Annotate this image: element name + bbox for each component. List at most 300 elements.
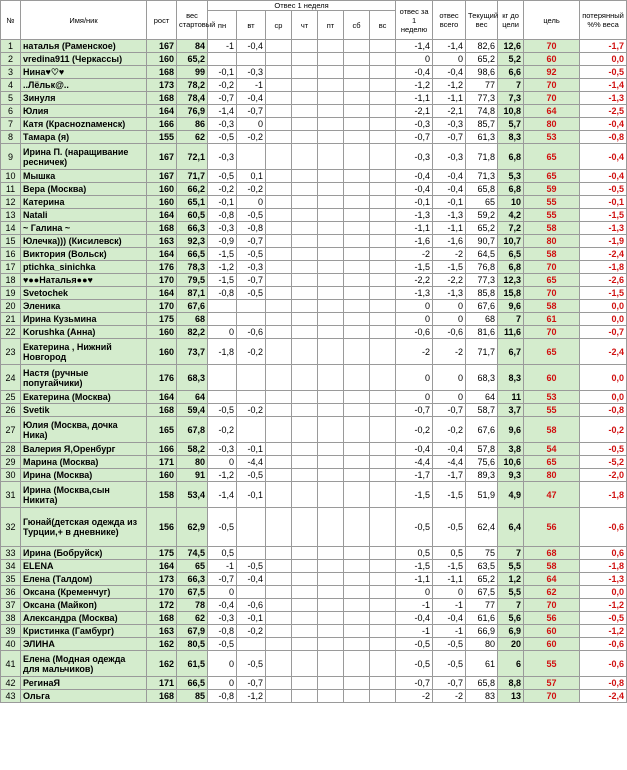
row-goal: 53 bbox=[524, 131, 580, 144]
row-day-tue bbox=[237, 508, 266, 547]
row-start-weight: 58,2 bbox=[177, 443, 208, 456]
row-day-fri bbox=[318, 170, 344, 183]
row-day-tue: -0,5 bbox=[237, 651, 266, 677]
row-total: -1 bbox=[433, 599, 466, 612]
row-day-sun bbox=[370, 339, 396, 365]
row-day-tue: -1,2 bbox=[237, 690, 266, 703]
row-current: 61 bbox=[466, 651, 498, 677]
row-week-total: -0,4 bbox=[396, 66, 433, 79]
row-lost-pct: -0,7 bbox=[580, 326, 627, 339]
row-total: -2 bbox=[433, 248, 466, 261]
row-day-sat bbox=[344, 651, 370, 677]
row-total: -0,7 bbox=[433, 677, 466, 690]
row-day-thu bbox=[292, 586, 318, 599]
row-day-sun bbox=[370, 209, 396, 222]
row-height: 175 bbox=[147, 547, 177, 560]
row-goal: 60 bbox=[524, 53, 580, 66]
row-week-total: -0,4 bbox=[396, 183, 433, 196]
row-day-sun bbox=[370, 92, 396, 105]
row-day-tue: -0,5 bbox=[237, 209, 266, 222]
row-week-total: -2 bbox=[396, 339, 433, 365]
row-day-thu bbox=[292, 677, 318, 690]
row-day-thu bbox=[292, 209, 318, 222]
row-lost-pct: -2,6 bbox=[580, 274, 627, 287]
row-day-fri bbox=[318, 443, 344, 456]
row-day-fri bbox=[318, 79, 344, 92]
row-week-total: 0,5 bbox=[396, 547, 433, 560]
row-total: -0,4 bbox=[433, 170, 466, 183]
row-to-goal: 10,8 bbox=[498, 105, 524, 118]
row-name: Вера (Москва) bbox=[21, 183, 147, 196]
row-total: -1,5 bbox=[433, 261, 466, 274]
row-number: 18 bbox=[1, 274, 21, 287]
row-day-wed bbox=[266, 222, 292, 235]
row-current: 68,3 bbox=[466, 365, 498, 391]
row-day-wed bbox=[266, 508, 292, 547]
row-day-tue: -0,4 bbox=[237, 40, 266, 53]
row-day-wed bbox=[266, 248, 292, 261]
row-number: 37 bbox=[1, 599, 21, 612]
row-number: 25 bbox=[1, 391, 21, 404]
row-current: 65,2 bbox=[466, 53, 498, 66]
row-day-tue: -0,7 bbox=[237, 677, 266, 690]
header-current: Текущий вес bbox=[466, 1, 498, 40]
row-name: Мышка bbox=[21, 170, 147, 183]
row-day-thu bbox=[292, 248, 318, 261]
row-current: 65 bbox=[466, 196, 498, 209]
row-to-goal: 10,6 bbox=[498, 456, 524, 469]
row-day-mon: -0,3 bbox=[208, 612, 237, 625]
row-total: -1,1 bbox=[433, 222, 466, 235]
row-day-mon bbox=[208, 300, 237, 313]
row-total: -0,5 bbox=[433, 508, 466, 547]
row-total: -1,6 bbox=[433, 235, 466, 248]
row-day-sat bbox=[344, 144, 370, 170]
row-week-total: 0 bbox=[396, 313, 433, 326]
row-current: 62,4 bbox=[466, 508, 498, 547]
row-day-fri bbox=[318, 625, 344, 638]
row-name: Катерина bbox=[21, 196, 147, 209]
row-height: 171 bbox=[147, 456, 177, 469]
row-day-tue: -0,1 bbox=[237, 443, 266, 456]
row-height: 160 bbox=[147, 196, 177, 209]
row-day-wed bbox=[266, 183, 292, 196]
row-start-weight: 84 bbox=[177, 40, 208, 53]
row-lost-pct: -2,4 bbox=[580, 339, 627, 365]
table-row bbox=[1, 651, 627, 677]
row-to-goal: 7 bbox=[498, 599, 524, 612]
row-day-sat bbox=[344, 482, 370, 508]
row-number: 2 bbox=[1, 53, 21, 66]
row-total: -0,4 bbox=[433, 66, 466, 79]
row-name: Кристинка (Гамбург) bbox=[21, 625, 147, 638]
row-goal: 59 bbox=[524, 183, 580, 196]
row-day-sun bbox=[370, 170, 396, 183]
row-number: 35 bbox=[1, 573, 21, 586]
row-height: 170 bbox=[147, 586, 177, 599]
row-start-weight: 66,3 bbox=[177, 573, 208, 586]
row-goal: 65 bbox=[524, 274, 580, 287]
row-lost-pct: -1,2 bbox=[580, 599, 627, 612]
row-day-fri bbox=[318, 586, 344, 599]
row-to-goal: 13 bbox=[498, 690, 524, 703]
row-lost-pct: -2,0 bbox=[580, 469, 627, 482]
row-to-goal: 9,6 bbox=[498, 300, 524, 313]
row-height: 171 bbox=[147, 677, 177, 690]
row-total: -0,1 bbox=[433, 196, 466, 209]
row-week-total: -1,5 bbox=[396, 261, 433, 274]
row-height: 155 bbox=[147, 131, 177, 144]
row-day-sat bbox=[344, 599, 370, 612]
row-day-fri bbox=[318, 417, 344, 443]
row-day-fri bbox=[318, 209, 344, 222]
row-day-sat bbox=[344, 339, 370, 365]
row-to-goal: 8,8 bbox=[498, 677, 524, 690]
row-day-fri bbox=[318, 508, 344, 547]
row-number: 27 bbox=[1, 417, 21, 443]
row-to-goal: 5,5 bbox=[498, 560, 524, 573]
row-start-weight: 59,4 bbox=[177, 404, 208, 417]
row-day-fri bbox=[318, 482, 344, 508]
row-day-sat bbox=[344, 261, 370, 274]
row-start-weight: 67,9 bbox=[177, 625, 208, 638]
row-day-thu bbox=[292, 508, 318, 547]
row-total: -0,3 bbox=[433, 144, 466, 170]
row-week-total: -0,3 bbox=[396, 118, 433, 131]
row-day-fri bbox=[318, 53, 344, 66]
row-to-goal: 3,7 bbox=[498, 404, 524, 417]
row-lost-pct: -0,6 bbox=[580, 651, 627, 677]
row-lost-pct: -1,3 bbox=[580, 222, 627, 235]
row-name: ~ Галина ~ bbox=[21, 222, 147, 235]
row-lost-pct: 0,0 bbox=[580, 300, 627, 313]
row-day-thu bbox=[292, 417, 318, 443]
row-current: 77,3 bbox=[466, 92, 498, 105]
row-height: 172 bbox=[147, 599, 177, 612]
row-number: 12 bbox=[1, 196, 21, 209]
row-start-weight: 99 bbox=[177, 66, 208, 79]
row-start-weight: 91 bbox=[177, 469, 208, 482]
table-row bbox=[1, 235, 627, 248]
row-height: 166 bbox=[147, 118, 177, 131]
row-day-fri bbox=[318, 469, 344, 482]
table-row bbox=[1, 79, 627, 92]
row-day-fri bbox=[318, 144, 344, 170]
row-current: 90,7 bbox=[466, 235, 498, 248]
table-row bbox=[1, 209, 627, 222]
row-day-mon: -0,1 bbox=[208, 196, 237, 209]
row-day-sat bbox=[344, 404, 370, 417]
row-lost-pct: -0,4 bbox=[580, 144, 627, 170]
row-name: Ирина (Москва) bbox=[21, 469, 147, 482]
row-day-mon: -0,5 bbox=[208, 404, 237, 417]
table-row bbox=[1, 105, 627, 118]
table-row bbox=[1, 573, 627, 586]
row-day-thu bbox=[292, 690, 318, 703]
row-day-mon: -1,5 bbox=[208, 274, 237, 287]
row-day-mon bbox=[208, 313, 237, 326]
table-row bbox=[1, 560, 627, 573]
row-total: -0,5 bbox=[433, 651, 466, 677]
row-day-wed bbox=[266, 599, 292, 612]
row-lost-pct: -5,2 bbox=[580, 456, 627, 469]
row-day-sat bbox=[344, 53, 370, 66]
row-week-total: -1,3 bbox=[396, 209, 433, 222]
row-day-wed bbox=[266, 690, 292, 703]
row-day-tue: -0,2 bbox=[237, 183, 266, 196]
table-row bbox=[1, 144, 627, 170]
row-name: ..Лёльк@.. bbox=[21, 79, 147, 92]
row-day-thu bbox=[292, 326, 318, 339]
row-height: 175 bbox=[147, 313, 177, 326]
row-current: 65,2 bbox=[466, 573, 498, 586]
row-goal: 56 bbox=[524, 612, 580, 625]
row-day-wed bbox=[266, 326, 292, 339]
row-day-sat bbox=[344, 105, 370, 118]
row-day-fri bbox=[318, 40, 344, 53]
row-day-sat bbox=[344, 638, 370, 651]
row-week-total: -0,4 bbox=[396, 443, 433, 456]
table-row bbox=[1, 508, 627, 547]
row-day-wed bbox=[266, 404, 292, 417]
row-current: 82,6 bbox=[466, 40, 498, 53]
row-start-weight: 66,2 bbox=[177, 183, 208, 196]
row-lost-pct: -1,8 bbox=[580, 261, 627, 274]
row-day-wed bbox=[266, 131, 292, 144]
row-current: 71,3 bbox=[466, 170, 498, 183]
row-day-wed bbox=[266, 287, 292, 300]
row-current: 74,8 bbox=[466, 105, 498, 118]
table-row bbox=[1, 40, 627, 53]
row-name: Ольга bbox=[21, 690, 147, 703]
row-day-tue: -0,7 bbox=[237, 105, 266, 118]
row-day-thu bbox=[292, 222, 318, 235]
row-to-goal: 6,9 bbox=[498, 625, 524, 638]
row-day-mon: -0,3 bbox=[208, 118, 237, 131]
row-day-tue: -0,4 bbox=[237, 92, 266, 105]
row-total: 0,5 bbox=[433, 547, 466, 560]
row-day-fri bbox=[318, 92, 344, 105]
row-height: 173 bbox=[147, 79, 177, 92]
row-week-total: -0,5 bbox=[396, 638, 433, 651]
row-goal: 58 bbox=[524, 222, 580, 235]
row-day-fri bbox=[318, 105, 344, 118]
row-day-thu bbox=[292, 339, 318, 365]
row-lost-pct: -1,3 bbox=[580, 92, 627, 105]
row-week-total: -0,4 bbox=[396, 612, 433, 625]
row-name: Ирина (Москва,сын Никита) bbox=[21, 482, 147, 508]
row-name: ♥●●Наталья●●♥ bbox=[21, 274, 147, 287]
row-lost-pct: 0,0 bbox=[580, 586, 627, 599]
row-total: -0,7 bbox=[433, 131, 466, 144]
row-number: 34 bbox=[1, 560, 21, 573]
row-day-tue bbox=[237, 300, 266, 313]
row-total: -1,7 bbox=[433, 469, 466, 482]
table-row bbox=[1, 638, 627, 651]
row-current: 65,8 bbox=[466, 677, 498, 690]
row-day-sun bbox=[370, 547, 396, 560]
row-height: 164 bbox=[147, 105, 177, 118]
row-day-wed bbox=[266, 612, 292, 625]
row-current: 58,7 bbox=[466, 404, 498, 417]
row-day-fri bbox=[318, 651, 344, 677]
row-week-total: -2 bbox=[396, 690, 433, 703]
row-start-weight: 53,4 bbox=[177, 482, 208, 508]
row-day-wed bbox=[266, 391, 292, 404]
row-goal: 62 bbox=[524, 586, 580, 599]
row-total: 0 bbox=[433, 365, 466, 391]
row-week-total: 0 bbox=[396, 586, 433, 599]
row-start-weight: 71,7 bbox=[177, 170, 208, 183]
row-current: 51,9 bbox=[466, 482, 498, 508]
row-day-fri bbox=[318, 599, 344, 612]
row-day-wed bbox=[266, 53, 292, 66]
row-week-total: -1,4 bbox=[396, 40, 433, 53]
row-day-sat bbox=[344, 625, 370, 638]
row-start-weight: 79,5 bbox=[177, 274, 208, 287]
row-current: 77,3 bbox=[466, 274, 498, 287]
row-day-wed bbox=[266, 482, 292, 508]
row-total: -2 bbox=[433, 690, 466, 703]
row-current: 66,9 bbox=[466, 625, 498, 638]
row-day-tue: -0,3 bbox=[237, 261, 266, 274]
row-day-sun bbox=[370, 235, 396, 248]
row-day-sat bbox=[344, 170, 370, 183]
row-day-mon: -0,5 bbox=[208, 638, 237, 651]
row-day-sat bbox=[344, 235, 370, 248]
header-num: № bbox=[1, 1, 21, 40]
row-start-weight: 65,1 bbox=[177, 196, 208, 209]
table-row bbox=[1, 365, 627, 391]
row-start-weight: 62,9 bbox=[177, 508, 208, 547]
row-lost-pct: -2,4 bbox=[580, 248, 627, 261]
row-day-tue: -0,5 bbox=[237, 560, 266, 573]
row-day-sun bbox=[370, 118, 396, 131]
row-lost-pct: -0,5 bbox=[580, 66, 627, 79]
row-week-total: -1,5 bbox=[396, 482, 433, 508]
row-current: 65,8 bbox=[466, 183, 498, 196]
row-day-sun bbox=[370, 508, 396, 547]
row-current: 71,8 bbox=[466, 144, 498, 170]
row-total: -1,1 bbox=[433, 92, 466, 105]
row-day-sat bbox=[344, 118, 370, 131]
row-number: 32 bbox=[1, 508, 21, 547]
row-total: -0,7 bbox=[433, 404, 466, 417]
row-day-fri bbox=[318, 196, 344, 209]
row-day-wed bbox=[266, 560, 292, 573]
row-height: 164 bbox=[147, 560, 177, 573]
row-lost-pct: -1,7 bbox=[580, 40, 627, 53]
table-row bbox=[1, 482, 627, 508]
row-day-mon: -0,8 bbox=[208, 287, 237, 300]
row-name: Александра (Москва) bbox=[21, 612, 147, 625]
row-lost-pct: -1,3 bbox=[580, 573, 627, 586]
row-name: Настя (ручные попугайчики) bbox=[21, 365, 147, 391]
row-day-fri bbox=[318, 118, 344, 131]
row-day-thu bbox=[292, 183, 318, 196]
row-number: 38 bbox=[1, 612, 21, 625]
row-to-goal: 7 bbox=[498, 313, 524, 326]
row-day-sun bbox=[370, 248, 396, 261]
row-day-sat bbox=[344, 79, 370, 92]
row-day-sat bbox=[344, 612, 370, 625]
row-day-thu bbox=[292, 300, 318, 313]
row-height: 163 bbox=[147, 625, 177, 638]
row-day-wed bbox=[266, 196, 292, 209]
row-goal: 64 bbox=[524, 573, 580, 586]
row-name: vredina911 (Черкассы) bbox=[21, 53, 147, 66]
row-start-weight: 74,5 bbox=[177, 547, 208, 560]
row-day-sat bbox=[344, 313, 370, 326]
row-goal: 58 bbox=[524, 417, 580, 443]
row-height: 168 bbox=[147, 404, 177, 417]
row-lost-pct: -0,2 bbox=[580, 417, 627, 443]
table-row bbox=[1, 326, 627, 339]
row-week-total: -0,1 bbox=[396, 196, 433, 209]
header-height: рост bbox=[147, 1, 177, 40]
row-to-goal: 4,2 bbox=[498, 209, 524, 222]
row-day-sun bbox=[370, 612, 396, 625]
row-week-total: -0,2 bbox=[396, 417, 433, 443]
row-day-sat bbox=[344, 365, 370, 391]
row-day-thu bbox=[292, 144, 318, 170]
row-goal: 70 bbox=[524, 261, 580, 274]
row-lost-pct: -1,5 bbox=[580, 209, 627, 222]
row-day-wed bbox=[266, 547, 292, 560]
row-to-goal: 7 bbox=[498, 79, 524, 92]
row-start-weight: 92,3 bbox=[177, 235, 208, 248]
row-number: 26 bbox=[1, 404, 21, 417]
row-name: Катя (Красноznаменск) bbox=[21, 118, 147, 131]
row-number: 43 bbox=[1, 690, 21, 703]
row-start-weight: 78,3 bbox=[177, 261, 208, 274]
row-current: 80 bbox=[466, 638, 498, 651]
row-goal: 68 bbox=[524, 547, 580, 560]
row-start-weight: 68,3 bbox=[177, 365, 208, 391]
row-day-sun bbox=[370, 40, 396, 53]
row-day-sun bbox=[370, 105, 396, 118]
row-day-wed bbox=[266, 118, 292, 131]
row-day-wed bbox=[266, 417, 292, 443]
row-height: 168 bbox=[147, 690, 177, 703]
row-name: Эленика bbox=[21, 300, 147, 313]
row-number: 36 bbox=[1, 586, 21, 599]
row-day-mon: -0,3 bbox=[208, 222, 237, 235]
row-day-fri bbox=[318, 365, 344, 391]
row-height: 164 bbox=[147, 391, 177, 404]
header-week-total: отвес за 1 неделю bbox=[396, 1, 433, 40]
row-goal: 70 bbox=[524, 599, 580, 612]
row-day-mon: -0,3 bbox=[208, 144, 237, 170]
row-day-tue: -4,4 bbox=[237, 456, 266, 469]
row-lost-pct: 0,6 bbox=[580, 547, 627, 560]
row-number: 23 bbox=[1, 339, 21, 365]
row-goal: 70 bbox=[524, 79, 580, 92]
row-day-wed bbox=[266, 677, 292, 690]
row-current: 75 bbox=[466, 547, 498, 560]
row-goal: 65 bbox=[524, 170, 580, 183]
row-to-goal: 5,2 bbox=[498, 53, 524, 66]
row-day-thu bbox=[292, 560, 318, 573]
row-day-mon: -1 bbox=[208, 560, 237, 573]
row-number: 41 bbox=[1, 651, 21, 677]
row-total: -0,3 bbox=[433, 118, 466, 131]
row-height: 164 bbox=[147, 248, 177, 261]
row-day-fri bbox=[318, 560, 344, 573]
row-lost-pct: -1,9 bbox=[580, 235, 627, 248]
row-height: 163 bbox=[147, 235, 177, 248]
row-week-total: -2,2 bbox=[396, 274, 433, 287]
